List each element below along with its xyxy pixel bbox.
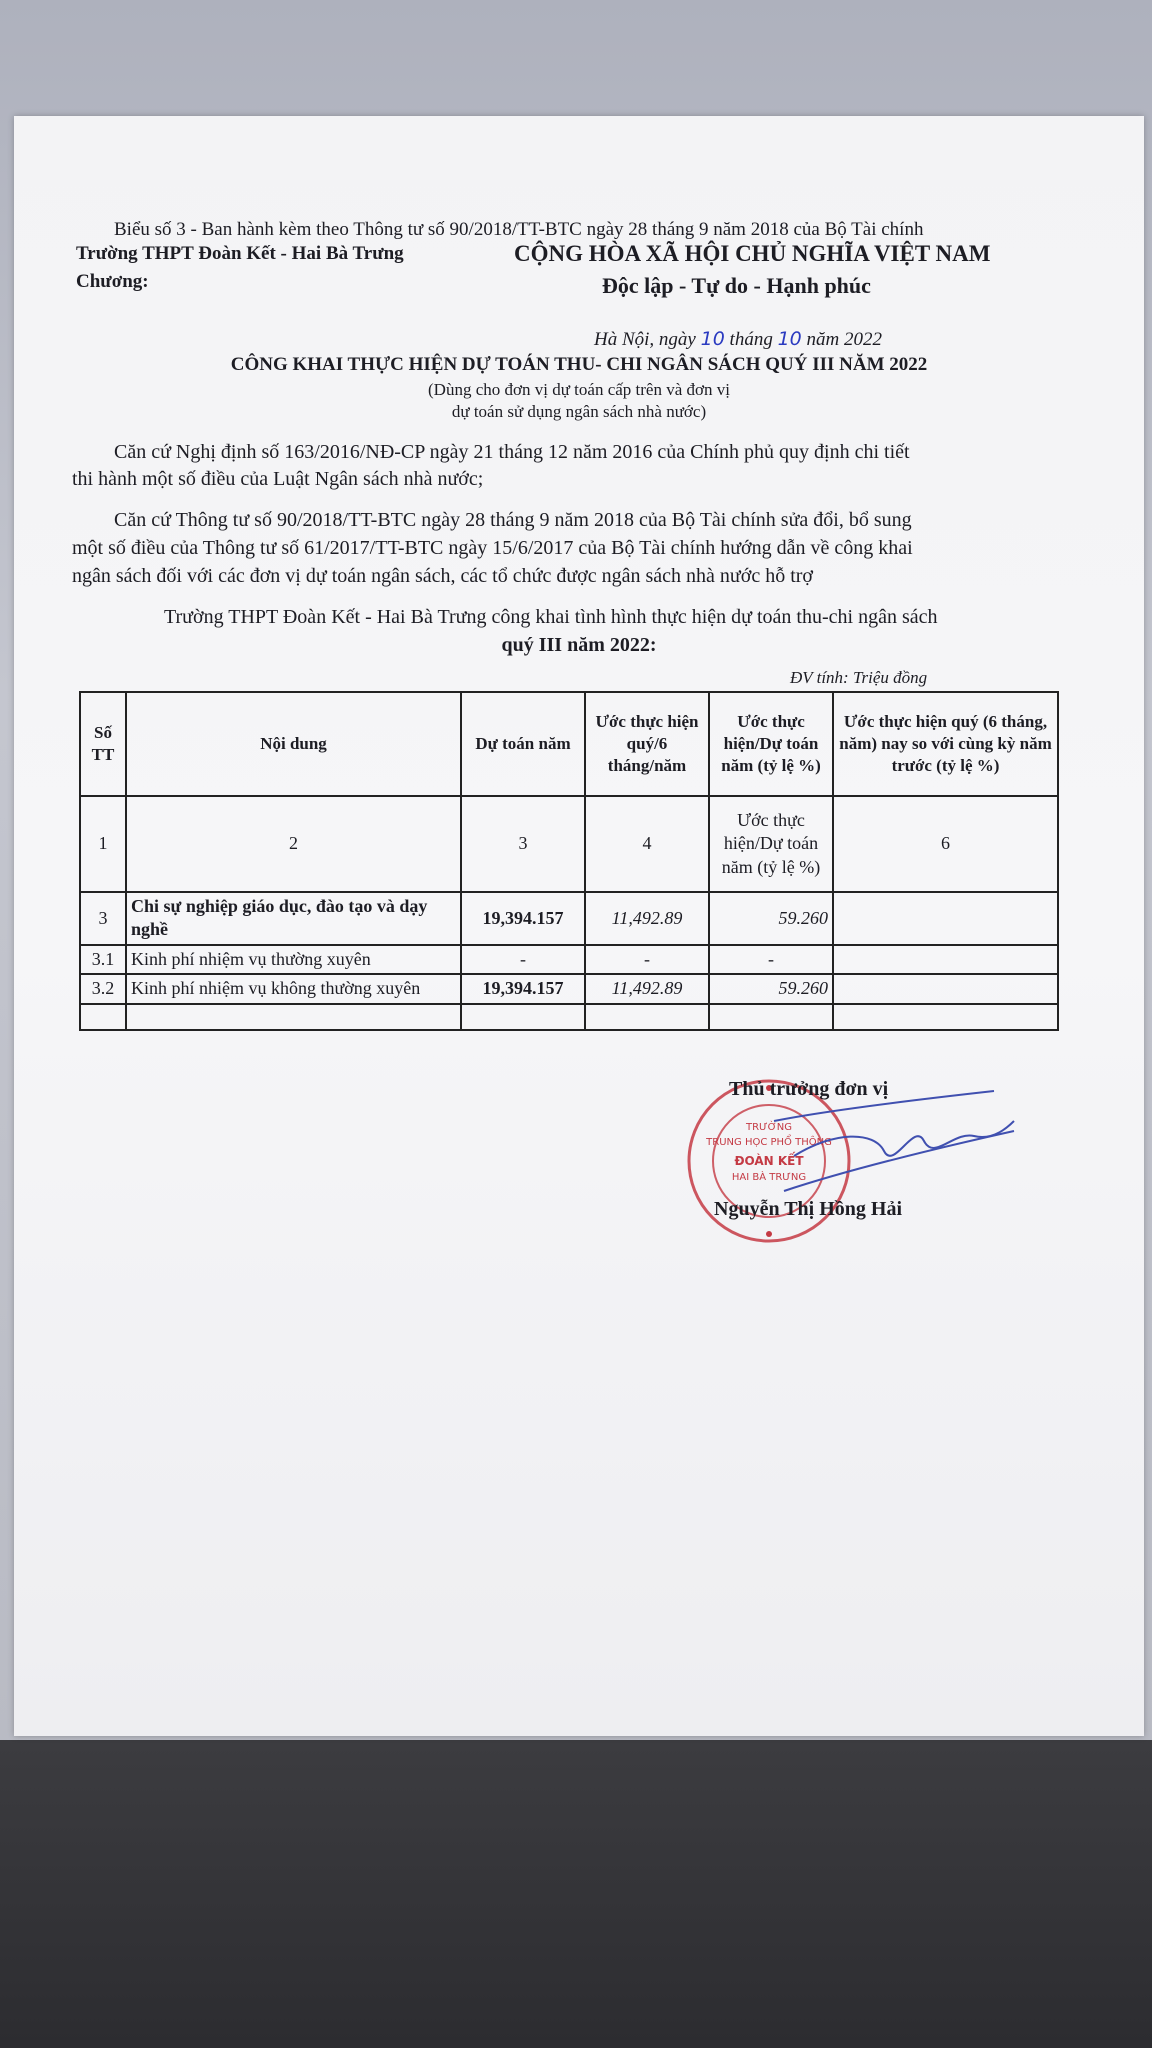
index-cell: Ước thực hiện/Dự toán năm (tỷ lệ %)	[709, 796, 833, 892]
table-row	[80, 974, 1058, 1004]
index-cell: 6	[833, 796, 1058, 892]
table-row	[80, 945, 1058, 974]
signer-name: Nguyễn Thị Hồng Hải	[714, 1198, 903, 1220]
empty-cell	[833, 1004, 1058, 1030]
index-cell: 4	[585, 796, 709, 892]
title-subtitle-2: dự toán sử dụng ngân sách nhà nước)	[451, 402, 707, 421]
empty-cell	[126, 1004, 461, 1030]
table-row	[80, 892, 1058, 945]
row-content: Chi sự nghiệp giáo dục, đào tạo và dạy nghề	[126, 892, 461, 945]
paragraph-3-line-2: quý III năm 2022:	[501, 634, 657, 656]
header-ratio: Ước thực hiện/Dự toán năm (tỷ lệ %)	[709, 692, 833, 796]
stamp-line-2: TRUNG HỌC PHỔ THÔNG	[706, 1137, 832, 1148]
empty-cell	[709, 1004, 833, 1030]
handwritten-signature-icon	[764, 1081, 1024, 1201]
empty-cell	[80, 1004, 126, 1030]
row-content: Kinh phí nhiệm vụ không thường xuyên	[126, 974, 461, 1004]
row-yoy	[833, 974, 1058, 1004]
header-actual: Ước thực hiện quý/6 tháng/năm	[585, 692, 709, 796]
date-day-handwritten: 10	[700, 328, 725, 350]
chuong-label: Chương:	[76, 271, 149, 292]
row-stt: 3	[80, 892, 126, 945]
row-ratio: -	[709, 945, 833, 974]
index-cell: 1	[80, 796, 126, 892]
budget-table	[79, 691, 1059, 1031]
document-page	[14, 116, 1144, 1736]
table-empty-row	[80, 1004, 1058, 1030]
unit-note: ĐV tính: Triệu đồng	[790, 668, 928, 687]
row-actual: 11,492.89	[585, 974, 709, 1004]
date-prefix: Hà Nội, ngày	[594, 329, 701, 350]
form-reference-note: Biểu số 3 - Ban hành kèm theo Thông tư số 90/2018/TT-BTC ngày 28 tháng 9 năm 2018 của Bộ Tài chính	[114, 219, 924, 240]
row-estimate: 19,394.157	[461, 974, 585, 1004]
paragraph-2-line-3: ngân sách đối với các đơn vị dự toán ngân sách, các tổ chức được ngân sách nhà nước hỗ trợ	[72, 565, 814, 587]
school-name: Trường THPT Đoàn Kết - Hai Bà Trưng	[76, 243, 404, 264]
row-actual: 11,492.89	[585, 892, 709, 945]
paragraph-3-line-1: Trường THPT Đoàn Kết - Hai Bà Trưng công khai tình hình thực hiện dự toán thu-chi ngân sách	[164, 606, 938, 628]
empty-cell	[461, 1004, 585, 1030]
row-ratio: 59.260	[709, 892, 833, 945]
empty-cell	[585, 1004, 709, 1030]
republic-heading: CỘNG HÒA XÃ HỘI CHỦ NGHĨA VIỆT NAM	[514, 241, 991, 266]
row-content: Kinh phí nhiệm vụ thường xuyên	[126, 945, 461, 974]
date-suffix: năm 2022	[801, 329, 882, 350]
paragraph-2-line-1: Căn cứ Thông tư số 90/2018/TT-BTC ngày 28 tháng 9 năm 2018 của Bộ Tài chính sửa đổi, bổ sung	[114, 509, 912, 531]
row-yoy	[833, 945, 1058, 974]
row-ratio: 59.260	[709, 974, 833, 1004]
table-index-row	[80, 796, 1058, 892]
dateline	[594, 328, 882, 351]
stamp-line-3: ĐOÀN KẾT	[734, 1154, 804, 1168]
date-mid: tháng	[724, 329, 778, 350]
paragraph-1-line-2: thi hành một số điều của Luật Ngân sách nhà nước;	[72, 468, 484, 490]
paragraph-2-line-2: một số điều của Thông tư số 61/2017/TT-BTC ngày 15/6/2017 của Bộ Tài chính hướng dẫn về công khai	[72, 537, 913, 559]
header-content: Nội dung	[126, 692, 461, 796]
header-stt: Số TT	[80, 692, 126, 796]
index-cell: 2	[126, 796, 461, 892]
signature-title: Thủ trưởng đơn vị	[729, 1078, 889, 1100]
stamp-line-1: TRƯỜNG	[746, 1122, 792, 1133]
document-title: CÔNG KHAI THỰC HIỆN DỰ TOÁN THU- CHI NGÂN SÁCH QUÝ III NĂM 2022	[230, 354, 928, 375]
index-cell: 3	[461, 796, 585, 892]
row-yoy	[833, 892, 1058, 945]
row-estimate: -	[461, 945, 585, 974]
row-estimate: 19,394.157	[461, 892, 585, 945]
background-desk	[0, 1740, 1152, 2048]
row-actual: -	[585, 945, 709, 974]
row-stt: 3.2	[80, 974, 126, 1004]
title-subtitle-1: (Dùng cho đơn vị dự toán cấp trên và đơn vị	[428, 380, 730, 399]
paragraph-1-line-1: Căn cứ Nghị định số 163/2016/NĐ-CP ngày 21 tháng 12 năm 2016 của Chính phủ quy định chi tiết	[114, 441, 910, 463]
row-stt: 3.1	[80, 945, 126, 974]
date-month-handwritten: 10	[777, 328, 802, 350]
header-estimate: Dự toán năm	[461, 692, 585, 796]
table-header-row	[80, 692, 1058, 796]
stamp-line-4: HAI BÀ TRƯNG	[731, 1172, 807, 1183]
national-motto: Độc lập - Tự do - Hạnh phúc	[602, 273, 871, 298]
header-yoy: Ước thực hiện quý (6 tháng, năm) nay so với cùng kỳ năm trước (tỷ lệ %)	[833, 692, 1058, 796]
